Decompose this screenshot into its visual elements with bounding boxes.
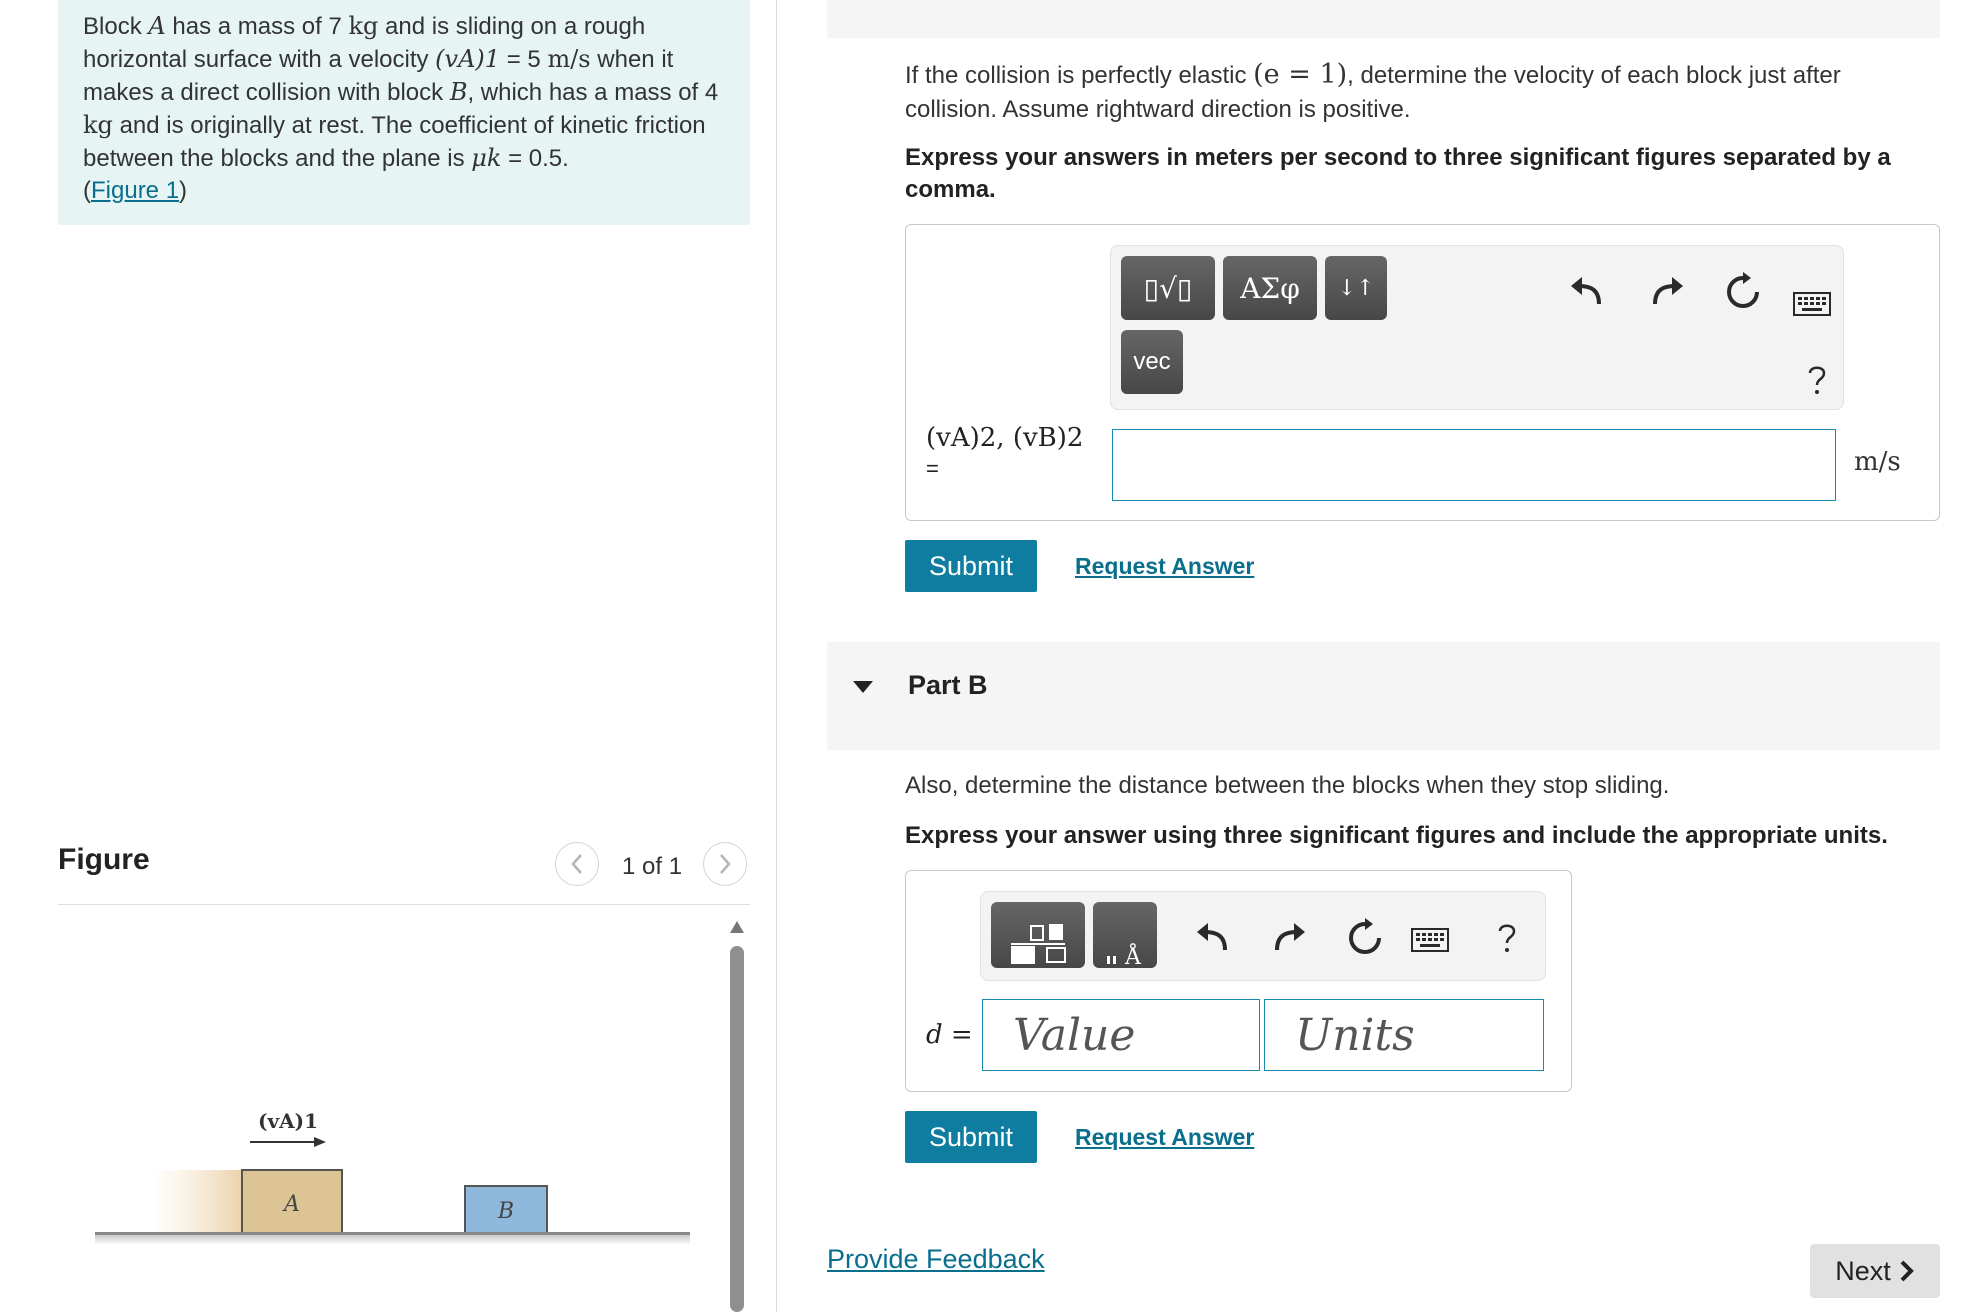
arrows-icon: ↓↑ — [1337, 275, 1375, 301]
vec-label: vec — [1133, 348, 1171, 375]
undo-icon[interactable] — [1195, 920, 1233, 954]
units-input[interactable]: Units — [1264, 999, 1544, 1071]
problem-text: has a mass of 7 — [165, 13, 349, 40]
part-a-header — [827, 0, 1940, 38]
velocity-symbol: (vA)1 — [435, 45, 501, 73]
part-b-submit-button[interactable]: Submit — [905, 1111, 1037, 1163]
prompt-text: , determine the velocity of each block just after collision. Assume rightward direction is positive. — [905, 62, 1841, 123]
answer-variables: (vA)2, (vB)2 — [926, 423, 1084, 453]
part-a-answer-box — [905, 224, 1940, 521]
part-b-prompt: Also, determine the distance between the blocks when they stop sliding. — [905, 772, 1670, 799]
velocity-label: (vA)1 — [258, 1109, 318, 1133]
templates-button[interactable] — [1121, 256, 1215, 320]
unit-ms: m/s — [547, 45, 591, 73]
prompt-text: If the collision is perfectly elastic — [905, 62, 1254, 89]
block-a-symbol: A — [148, 12, 166, 40]
floor-shading — [95, 1235, 690, 1245]
figure-link[interactable]: Figure 1 — [91, 177, 180, 204]
problem-text: = 5 — [500, 46, 548, 73]
unit-kg: kg — [83, 111, 113, 139]
keyboard-icon[interactable] — [1411, 928, 1449, 952]
part-a-unit: m/s — [1854, 447, 1901, 477]
pane-divider — [776, 0, 777, 1312]
scroll-up-icon[interactable] — [729, 920, 745, 934]
part-b-title: Part B — [908, 670, 988, 700]
block-a-label: A — [284, 1192, 300, 1217]
chevron-right-icon — [1899, 1259, 1915, 1283]
angstrom-icon: Å — [1125, 945, 1141, 968]
figure-title: Figure — [58, 843, 150, 876]
greek-label: ΑΣφ — [1240, 271, 1300, 305]
collapse-triangle-icon[interactable] — [852, 680, 874, 694]
part-a-answer-input[interactable] — [1112, 429, 1836, 501]
part-b-instruction: Express your answer using three significant figures and include the appropriate units. — [905, 822, 1888, 849]
part-a-instruction: Express your answers in meters per second to three significant figures separated by a comma. — [905, 144, 1891, 203]
problem-text: = 0.5. — [501, 145, 569, 172]
unit-kg: kg — [348, 12, 379, 40]
problem-text: Block — [83, 13, 149, 40]
equals-sign: = — [926, 456, 939, 481]
part-b-answer-box — [905, 870, 1572, 1092]
figure-pager-count: 1 of 1 — [622, 853, 683, 880]
units-button[interactable] — [1093, 902, 1157, 968]
keyboard-icon[interactable] — [1793, 292, 1831, 316]
part-b-math-toolbar — [980, 891, 1546, 981]
paren: ) — [179, 177, 188, 204]
value-input[interactable]: Value — [982, 999, 1260, 1071]
part-a-prompt — [905, 58, 1905, 127]
help-icon[interactable] — [1805, 364, 1829, 396]
provide-feedback-link[interactable]: Provide Feedback — [827, 1244, 1045, 1274]
previous-figure-button[interactable] — [555, 842, 599, 886]
next-label: Next — [1835, 1255, 1891, 1286]
part-b-answer-label — [926, 1019, 973, 1050]
part-b-header[interactable] — [827, 642, 1940, 750]
motion-blur — [150, 1170, 242, 1233]
problem-statement — [58, 0, 750, 225]
templates-icon: ▯√▯ — [1143, 271, 1193, 305]
problem-text: when it makes a direct collision with block — [83, 46, 674, 106]
undo-icon[interactable] — [1569, 274, 1607, 308]
figure-divider — [58, 904, 750, 905]
redo-icon[interactable] — [1647, 274, 1685, 308]
elastic-condition: (e = 1) — [1253, 59, 1348, 90]
block-b-label: B — [497, 1199, 515, 1224]
reset-icon[interactable] — [1723, 272, 1763, 312]
reset-icon[interactable] — [1345, 918, 1385, 958]
help-icon[interactable] — [1495, 922, 1519, 954]
block-b-symbol: B — [449, 78, 468, 106]
chevron-right-icon — [717, 853, 733, 875]
part-a-answer-label — [926, 423, 1083, 483]
part-a-request-answer-link[interactable]: Request Answer — [1075, 553, 1255, 579]
distance-label: d = — [926, 1020, 973, 1050]
problem-text: and is originally at rest. The coefficient of kinetic friction between the blocks and the plane is — [83, 112, 706, 172]
vector-button[interactable] — [1121, 330, 1183, 394]
part-b-request-answer-link[interactable]: Request Answer — [1075, 1124, 1255, 1150]
problem-text: and is sliding on a rough horizontal surface with a velocity — [83, 13, 646, 73]
part-a-submit-button[interactable]: Submit — [905, 540, 1037, 592]
next-figure-button[interactable] — [703, 842, 747, 886]
problem-text: , which has a mass of 4 — [467, 79, 719, 106]
templates-button[interactable] — [991, 902, 1085, 968]
redo-icon[interactable] — [1269, 920, 1307, 954]
part-a-math-toolbar — [1110, 245, 1844, 410]
velocity-arrow-head — [314, 1137, 326, 1147]
floor-line — [95, 1232, 690, 1235]
mu-symbol: μk — [471, 144, 502, 172]
scrollbar-thumb[interactable] — [730, 946, 744, 1312]
next-button[interactable] — [1810, 1244, 1940, 1298]
collision-figure — [90, 1100, 700, 1260]
paren: ( — [83, 177, 91, 204]
greek-symbols-button[interactable] — [1223, 256, 1317, 320]
chevron-left-icon — [569, 853, 585, 875]
arrows-button[interactable] — [1325, 256, 1387, 320]
